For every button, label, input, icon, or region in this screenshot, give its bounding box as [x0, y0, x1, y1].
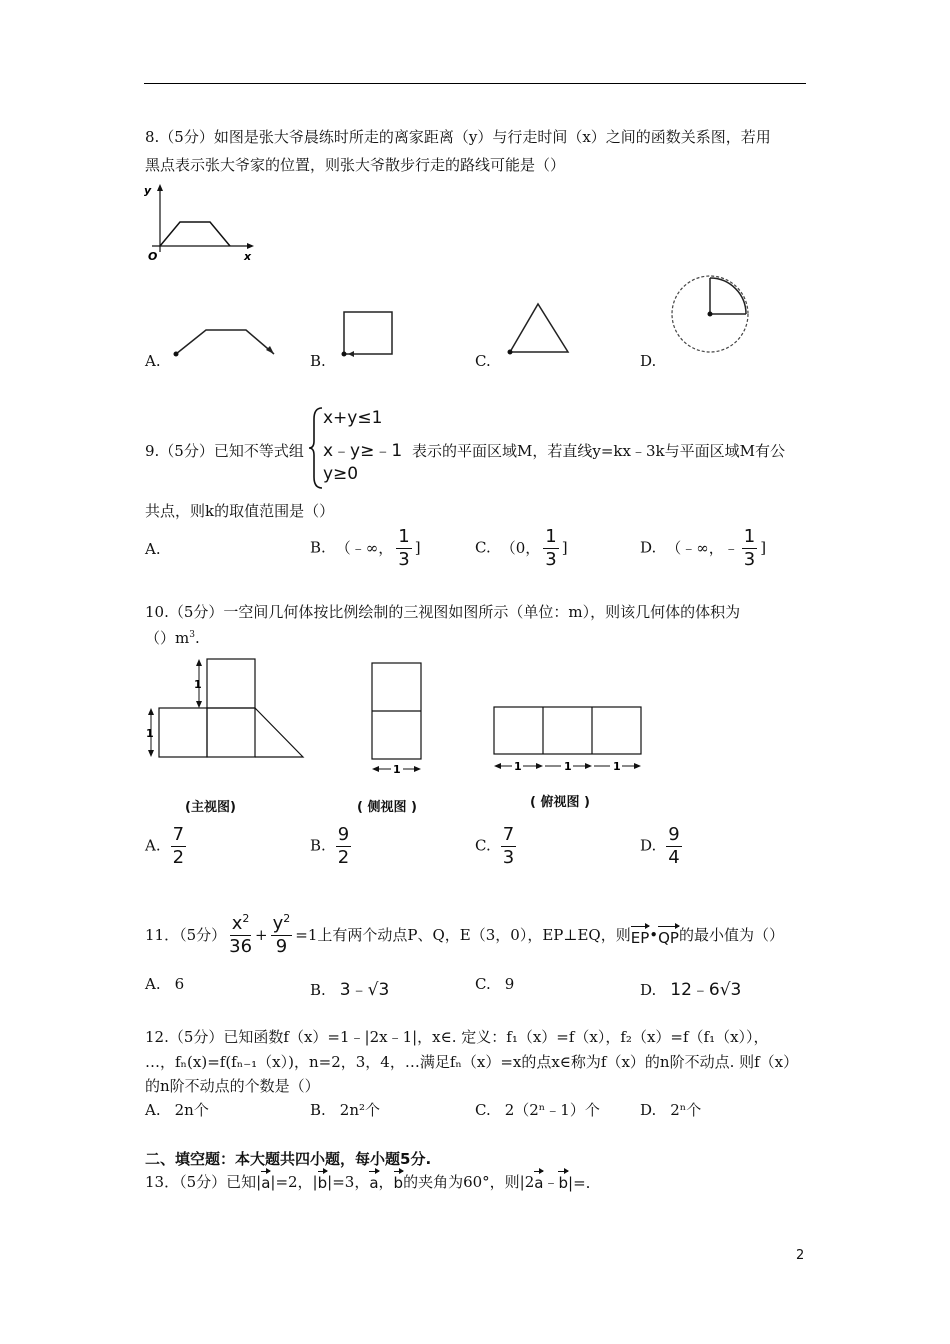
q12-option-c: C. 2（2ⁿ﹣1）个 [475, 1101, 600, 1119]
q10-top-view [488, 700, 648, 775]
q8-line2: 黑点表示张大爷家的位置，则张大爷散步行走的路线可能是（） [145, 156, 566, 174]
q9-ineq-1: x+y≤1 [323, 408, 383, 428]
q9-ineq-2: x﹣y≥﹣1 [323, 441, 403, 461]
q10-option-d: D. $\frac{9}{4}$ [640, 824, 680, 868]
q10-option-a: A. $\frac{7}{2}$ [145, 824, 185, 868]
q10-top-caption: ( 俯视图 ) [530, 795, 590, 810]
q8-distance-time-graph [140, 182, 260, 264]
q10-side-view [365, 660, 435, 778]
q9-option-c: C. （0， $\frac{1}{3}$ ] [475, 526, 568, 570]
header-rule [144, 83, 806, 84]
q11-option-b: B. 3﹣√3 [310, 980, 390, 1000]
top-dim-2: 1 [564, 760, 572, 773]
q9-line2: 共点，则k的取值范围是（） [145, 502, 335, 520]
q12-option-d: D. 2ⁿ个 [640, 1101, 702, 1119]
q13-line: 13．（5分）已知| a |=2，| b |=3， a ， b 的夹角为60°，则|2 a ﹣ b |=. [145, 1168, 590, 1192]
q10-line1: 10.（5分）一空间几何体按比例绘制的三视图如图所示（单位：m），则该几何体的体积为 [145, 603, 741, 621]
q9-ineq-3: y≥0 [323, 464, 359, 484]
graph-y-label: y [144, 184, 152, 197]
q8-option-b-label: B. [310, 352, 326, 370]
section-2-heading: 二、填空题：本大题共四小题，每小题5分. [145, 1150, 432, 1168]
q10-option-c: C. $\frac{7}{3}$ [475, 824, 515, 868]
q12-line3: 的n阶不动点的个数是（） [145, 1077, 320, 1095]
q9-prefix: 9.（5分）已知不等式组 [145, 442, 304, 460]
q8-option-c-label: C. [475, 352, 491, 370]
q11-option-d: D. 12﹣6√3 [640, 980, 742, 1000]
q9-option-d: D. （﹣∞，﹣ $\frac{1}{3}$ ] [640, 526, 767, 570]
front-dim-lower: 1 [146, 727, 154, 740]
q12-option-a: A. 2n个 [145, 1101, 209, 1119]
q11-option-a: A. 6 [145, 975, 185, 993]
q10-front-view [140, 655, 340, 765]
q8-line1: 8.（5分）如图是张大爷晨练时所走的离家距离（y）与行走时间（x）之间的函数关系图，若用 [145, 128, 771, 146]
q11-option-c: C. 9 [475, 975, 515, 993]
q9-option-b: B. （﹣∞， $\frac{1}{3}$ ] [310, 526, 421, 570]
front-dim-upper: 1 [194, 678, 202, 691]
q9-suffix: 表示的平面区域M，若直线y=kx﹣3k与平面区域M有公 [412, 442, 785, 460]
q8-option-d-path [666, 272, 754, 362]
q10-front-caption: (主视图) [185, 800, 236, 815]
q10-option-b: B. $\frac{9}{2}$ [310, 824, 350, 868]
q9-option-a: A. [145, 540, 161, 558]
q8-option-a-label: A. [145, 352, 161, 370]
q8-option-d-label: D. [640, 352, 657, 370]
q8-option-c-path [502, 298, 574, 358]
top-dim-1: 1 [514, 760, 522, 773]
q12-line2: …，fₙ(x)=f(fₙ₋₁（x）)，n=2，3，4，…满足fₙ（x）=x的点x∈称为f（x）的n阶不动点. 则f（x） [145, 1053, 799, 1071]
page-number: 2 [796, 1248, 805, 1263]
q8-option-a-path [170, 322, 280, 362]
top-dim-3: 1 [613, 760, 621, 773]
q12-option-b: B. 2n²个 [310, 1101, 381, 1119]
q10-side-caption: ( 侧视图 ) [357, 800, 417, 815]
graph-x-label: x [244, 250, 252, 263]
q12-line1: 12.（5分）已知函数f（x）=1﹣|2x﹣1|，x∈. 定义：f₁（x）=f（x），f₂（x）=f（f₁（x））， [145, 1028, 769, 1046]
q11-line: 11．（5分） $\frac{x^2}{36}$ + $\frac{y^2}{9}$ =1 上有两个动点P、Q，E（3，0），EP⊥EQ，则 EP • QP 的最小值为（） [145, 912, 784, 957]
q8-option-b-path [338, 308, 398, 360]
side-dim: 1 [393, 763, 401, 776]
q10-line2: $()m^3$. [145, 629, 200, 647]
graph-origin-label: O [148, 250, 158, 263]
